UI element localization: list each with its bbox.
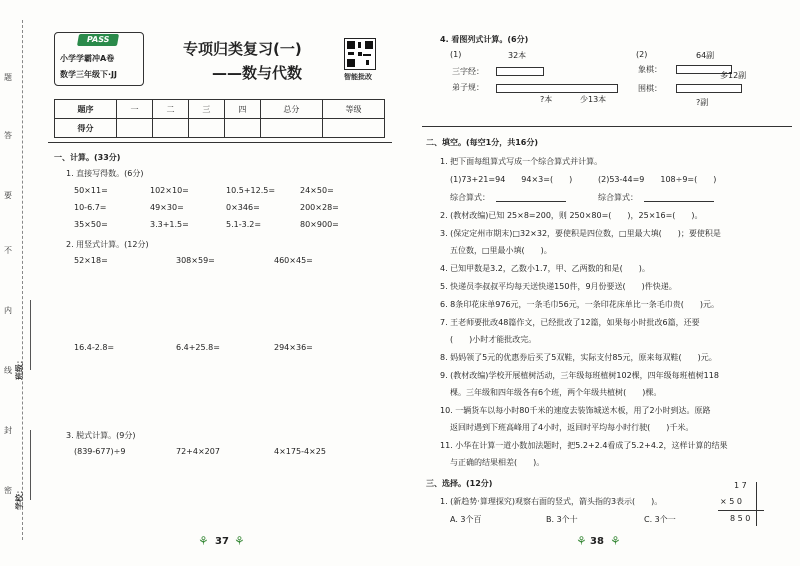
- sprout-icon: ⚘: [234, 534, 245, 548]
- vertical-row-1: 1 7: [734, 481, 747, 490]
- score-row-label: 得分: [55, 119, 117, 138]
- class-fill-line: [30, 300, 31, 370]
- sprout-icon: ⚘: [198, 534, 209, 548]
- binding-char: 密: [4, 486, 12, 495]
- fig2-bar-2: [676, 84, 742, 93]
- fig1-question: ?本: [540, 95, 553, 104]
- score-value-row: [55, 119, 385, 138]
- q1-item: 80×900=: [300, 220, 339, 229]
- sprout-icon: ⚘: [610, 534, 621, 548]
- fig2-row2-label: 围棋：: [638, 84, 662, 93]
- page-title: 专项归类复习(一): [183, 40, 302, 58]
- fill-q7-b: ( )小时才能批改完。: [450, 335, 537, 344]
- score-header-cell: 一: [117, 100, 153, 119]
- fill-q10-a: 10. 一辆货车以每小时80千米的速度去装饰城送木板，用了2小时到达。原路: [440, 406, 711, 415]
- binding-strip: [0, 0, 46, 566]
- page-number-left: 37: [215, 536, 229, 547]
- fig2-top-value: 64副: [696, 51, 715, 60]
- answer-line[interactable]: [496, 201, 566, 202]
- q2-item: 294×36=: [274, 343, 313, 352]
- fig1-row1-label: 三字经：: [452, 67, 484, 76]
- q2-item: 308×59=: [176, 256, 215, 265]
- answer-line[interactable]: [644, 201, 714, 202]
- fill-q11-a: 11. 小华在计算一道小数加法题时，把5.2+2.4看成了5.2+4.2，这样计算的结果: [440, 441, 728, 450]
- fig1-row2-label: 弟子规：: [452, 83, 484, 92]
- fill-q1-c1: 综合算式：: [450, 193, 490, 202]
- binding-char: 题: [4, 73, 12, 82]
- q1-item: 50×11=: [74, 186, 108, 195]
- fill-q11-b: 与正确的结果相差( )。: [450, 458, 545, 467]
- binding-char: 封: [4, 426, 12, 435]
- class-label: 班级：: [15, 356, 24, 380]
- score-header-cell: 三: [188, 100, 224, 119]
- score-header-cell: 等级: [322, 100, 384, 119]
- q1-item: 24×50=: [300, 186, 334, 195]
- score-cell[interactable]: [322, 119, 384, 138]
- fill-q1: 1. 把下面每组算式写成一个综合算式并计算。: [440, 157, 603, 166]
- q1-item: 10-6.7=: [74, 203, 107, 212]
- score-header-cell: 二: [153, 100, 189, 119]
- score-header-cell: 四: [224, 100, 260, 119]
- vertical-line: [718, 510, 764, 511]
- score-cell[interactable]: [224, 119, 260, 138]
- fill-q1-c2: 综合算式：: [598, 193, 638, 202]
- series-name: 小学学霸冲A卷: [60, 54, 115, 63]
- vertical-row-2: × 5 0: [720, 497, 742, 506]
- fill-q4: 4. 已知甲数是3.2，乙数小1.7，甲、乙两数的和是( )。: [440, 264, 650, 273]
- q1-item: 3.3+1.5=: [150, 220, 189, 229]
- grade-label: 数学三年级下·JJ: [60, 70, 117, 79]
- q1-item: 102×10=: [150, 186, 189, 195]
- q1-item: 0×346=: [226, 203, 260, 212]
- choice-option-b[interactable]: B. 3个十: [546, 515, 578, 524]
- score-header-row: [55, 100, 385, 119]
- q3-item: 4×175-4×25: [274, 447, 326, 456]
- fill-q2: 2. (教材改编)已知 25×8=200，则 250×80=( )，25×16=( )。: [440, 211, 703, 220]
- q1-item: 10.5+12.5=: [226, 186, 276, 195]
- fill-q1-a: (1)73+21=94 94×3=( ): [450, 175, 573, 184]
- fill-q9-b: 棵。三年级和四年级各有6个班，两个年级共植树( )棵。: [450, 388, 662, 397]
- fig2-more: 多12副: [720, 71, 747, 80]
- binding-char: 要: [4, 191, 12, 200]
- qr-code: [344, 38, 376, 70]
- score-header-cell: 总分: [260, 100, 322, 119]
- fig2-label: (2): [636, 50, 648, 59]
- q4-title: 4. 看图列式计算。(6分): [440, 35, 529, 44]
- qr-caption: 智能批改: [344, 73, 372, 81]
- section-1-title: 一、计算。(33分): [54, 153, 121, 162]
- page-number-right: 38: [590, 536, 604, 547]
- score-header-cell: 题序: [55, 100, 117, 119]
- fill-q3-a: 3. (保定定州市期末)□32×32，要使积是四位数，□里最大填( )；要使积是: [440, 229, 721, 238]
- binding-char: 内: [4, 306, 12, 315]
- section-3-title: 三、选择。(12分): [426, 479, 493, 488]
- fill-q7-a: 7. 王老师要批改48篇作文，已经批改了12篇，如果每小时批改6篇，还要: [440, 318, 700, 327]
- fig2-row1-label: 象棋：: [638, 65, 662, 74]
- fill-q10-b: 返回时遇到下班高峰用了4小时，返回时平均每小时行驶( )千米。: [450, 423, 694, 432]
- q2-item: 16.4-2.8=: [74, 343, 115, 352]
- fig1-label: (1): [450, 50, 462, 59]
- q1-item: 49×30=: [150, 203, 184, 212]
- q1-title: 1. 直接写得数。(6分): [66, 169, 144, 178]
- binding-dashed-line: [22, 20, 23, 540]
- fig2-question: ?副: [696, 98, 709, 107]
- sprout-icon: ⚘: [576, 534, 587, 548]
- q1-item: 200×28=: [300, 203, 339, 212]
- score-cell[interactable]: [117, 119, 153, 138]
- page-subtitle: ——数与代数: [212, 64, 303, 82]
- school-label: 学校：: [15, 486, 24, 510]
- q2-item: 460×45=: [274, 256, 313, 265]
- fill-q8: 8. 妈妈领了5元的优惠券后买了5双鞋，实际支付85元，原来每双鞋( )元。: [440, 353, 717, 362]
- q1-item: 5.1-3.2=: [226, 220, 262, 229]
- q2-title: 2. 用竖式计算。(12分): [66, 240, 149, 249]
- q3-item: 72+4×207: [176, 447, 220, 456]
- choice-option-c[interactable]: C. 3个一: [644, 515, 676, 524]
- fig1-top-value: 32本: [508, 51, 527, 60]
- fill-q6: 6. 8条印花床单976元，一条毛巾56元，一条印花床单比一条毛巾贵( )元。: [440, 300, 719, 309]
- q3-title: 3. 脱式计算。(9分): [66, 431, 136, 440]
- score-cell[interactable]: [188, 119, 224, 138]
- choice-q1: 1. (新趋势·算理探究)观察右面的竖式，箭头指的3表示( )。: [440, 497, 663, 506]
- q2-item: 52×18=: [74, 256, 108, 265]
- fill-q9-a: 9. (教材改编)学校开展植树活动，三年级每班植树102棵，四年级每班植树118: [440, 371, 719, 380]
- score-cell[interactable]: [260, 119, 322, 138]
- section-separator: [422, 126, 792, 127]
- section-2-title: 二、填空。(每空1分，共16分): [426, 138, 539, 147]
- fill-q3-b: 五位数，□里最小填( )。: [450, 246, 552, 255]
- fig1-bar-2: [496, 84, 618, 93]
- fill-q5: 5. 快递员李叔叔平均每天送快递150件，9月份要送( )件快递。: [440, 282, 677, 291]
- binding-char: 线: [4, 366, 12, 375]
- vertical-divider: [756, 482, 757, 526]
- score-cell[interactable]: [153, 119, 189, 138]
- fill-q1-b: (2)53-44=9 108÷9=( ): [598, 175, 717, 184]
- pass-logo: PASS: [77, 34, 119, 46]
- binding-char: 答: [4, 131, 12, 140]
- header-separator: [48, 142, 392, 143]
- right-page: [400, 0, 800, 566]
- vertical-row-3: 8 5 0: [730, 514, 751, 523]
- fig1-less: 少13本: [580, 95, 607, 104]
- score-table: [54, 99, 385, 138]
- fig1-bar-1: [496, 67, 544, 76]
- school-fill-line: [30, 430, 31, 500]
- binding-char: 不: [4, 246, 12, 255]
- choice-option-a[interactable]: A. 3个百: [450, 515, 482, 524]
- q1-item: 35×50=: [74, 220, 108, 229]
- q3-item: (839-677)÷9: [74, 447, 126, 456]
- q2-item: 6.4+25.8=: [176, 343, 220, 352]
